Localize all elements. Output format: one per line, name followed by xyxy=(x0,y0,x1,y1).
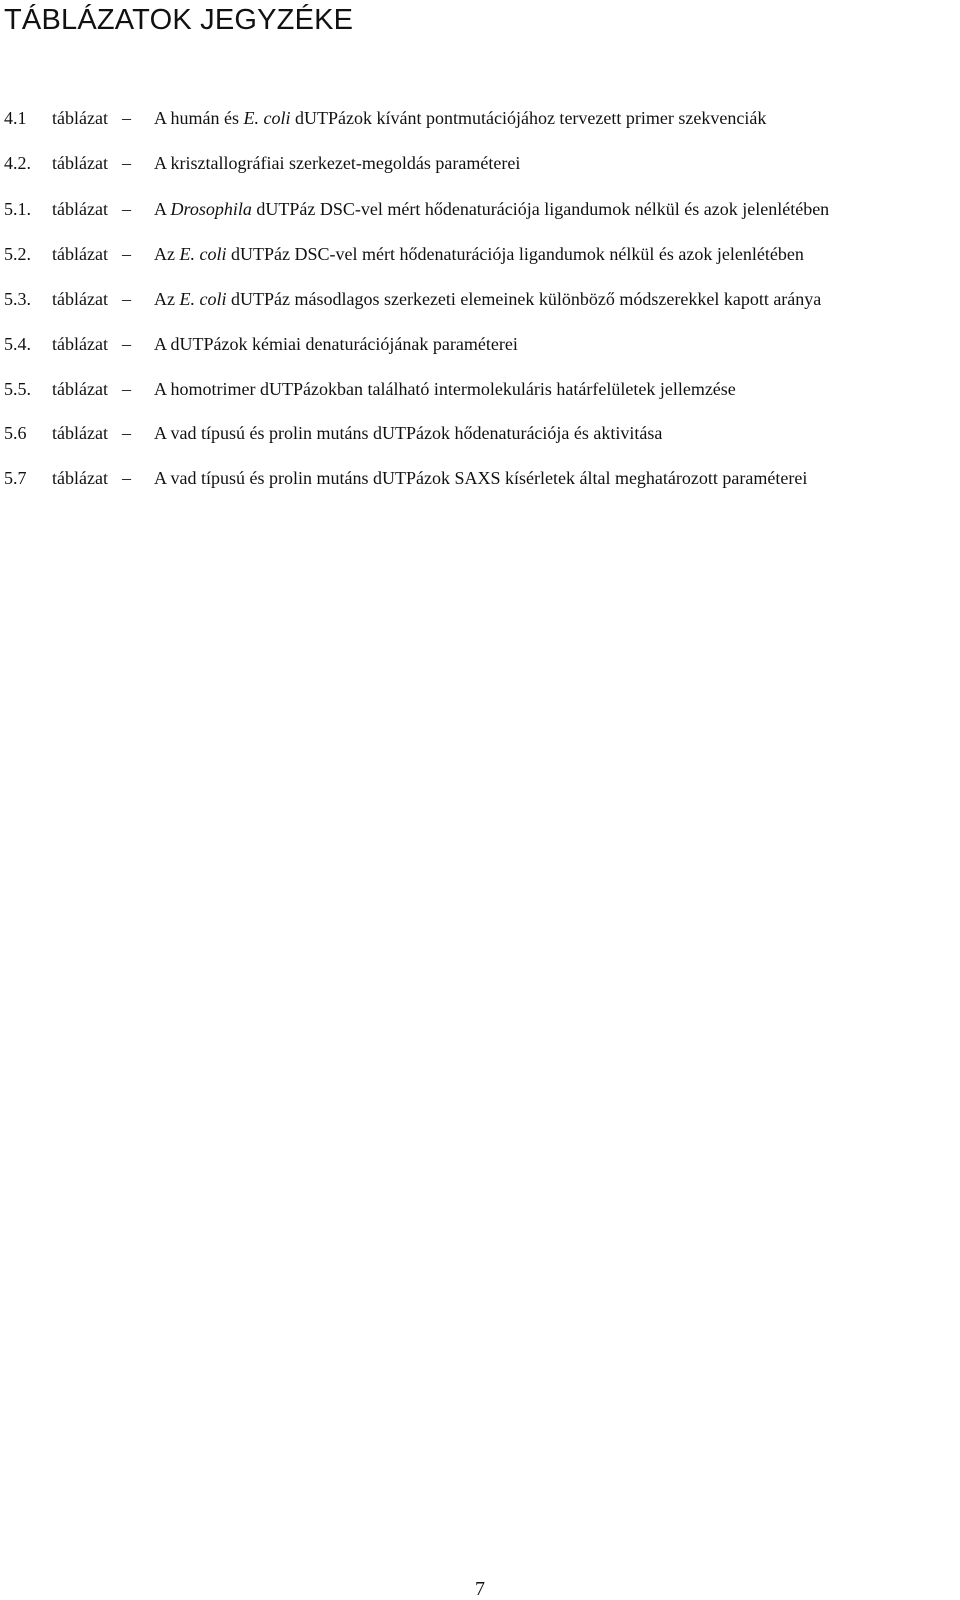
table-title xyxy=(154,332,518,356)
table-number: 5.3. xyxy=(4,289,31,309)
list-item xyxy=(0,332,960,356)
table-list xyxy=(0,0,960,520)
title-part: Az xyxy=(154,244,180,264)
title-part: A xyxy=(154,199,171,219)
table-title xyxy=(154,242,804,266)
title-part: A vad típusú és prolin mutáns dUTPázok SAXS kísérletek által meghatározott paraméterei xyxy=(154,468,808,488)
dash-separator: – xyxy=(122,468,131,488)
table-number: 5.5. xyxy=(4,379,31,399)
table-title xyxy=(154,287,821,311)
title-part: dUTPáz másodlagos szerkezeti elemeinek különböző módszerekkel kapott aránya xyxy=(226,289,822,309)
dash-separator: – xyxy=(122,289,131,309)
table-word: táblázat xyxy=(52,334,108,354)
table-number: 5.7 xyxy=(4,468,27,488)
title-part: dUTPáz DSC-vel mért hődenaturációja ligandumok nélkül és azok jelenlétében xyxy=(251,199,830,219)
dash-separator: – xyxy=(122,379,131,399)
dash-separator: – xyxy=(122,153,131,173)
dash-separator: – xyxy=(122,334,131,354)
title-part: A humán és xyxy=(154,108,244,128)
table-title xyxy=(154,377,736,401)
table-word: táblázat xyxy=(52,423,108,443)
title-italic-part: E. coli xyxy=(243,108,291,128)
page-title: TÁBLÁZATOK JEGYZÉKE xyxy=(4,4,354,36)
list-item xyxy=(0,197,960,221)
table-title xyxy=(154,151,520,175)
title-italic-part: E. coli xyxy=(179,289,227,309)
list-item xyxy=(0,242,960,266)
title-part: A dUTPázok kémiai denaturációjának paraméterei xyxy=(154,334,518,354)
table-number: 5.4. xyxy=(4,334,31,354)
table-word: táblázat xyxy=(52,379,108,399)
table-number: 5.6 xyxy=(4,423,27,443)
title-italic-part: E. coli xyxy=(179,244,227,264)
table-number: 5.1. xyxy=(4,199,31,219)
table-word: táblázat xyxy=(52,468,108,488)
table-word: táblázat xyxy=(52,199,108,219)
table-title xyxy=(154,197,829,221)
table-title xyxy=(154,421,662,445)
list-item xyxy=(0,421,960,445)
title-italic-part: Drosophila xyxy=(170,199,252,219)
dash-separator: – xyxy=(122,244,131,264)
page-number: 7 xyxy=(475,1578,485,1600)
title-part: dUTPázok kívánt pontmutációjához tervezett primer szekvenciák xyxy=(290,108,767,128)
table-number: 4.2. xyxy=(4,153,31,173)
table-word: táblázat xyxy=(52,153,108,173)
title-part: A krisztallográfiai szerkezet-megoldás paraméterei xyxy=(154,153,521,173)
dash-separator: – xyxy=(122,199,131,219)
title-part: A vad típusú és prolin mutáns dUTPázok hődenaturációja és aktivitása xyxy=(154,423,663,443)
list-item xyxy=(0,377,960,401)
dash-separator: – xyxy=(122,108,131,128)
table-word: táblázat xyxy=(52,289,108,309)
title-part: A homotrimer dUTPázokban található intermolekuláris határfelületek jellemzése xyxy=(154,379,736,399)
table-word: táblázat xyxy=(52,108,108,128)
table-number: 5.2. xyxy=(4,244,31,264)
list-item xyxy=(0,106,960,130)
table-title xyxy=(154,466,807,490)
table-number: 4.1 xyxy=(4,108,27,128)
list-item xyxy=(0,287,960,311)
list-item xyxy=(0,151,960,175)
list-item xyxy=(0,466,960,490)
table-word: táblázat xyxy=(52,244,108,264)
title-part: dUTPáz DSC-vel mért hődenaturációja ligandumok nélkül és azok jelenlétében xyxy=(226,244,804,264)
table-title xyxy=(154,106,766,130)
dash-separator: – xyxy=(122,423,131,443)
title-part: Az xyxy=(154,289,180,309)
